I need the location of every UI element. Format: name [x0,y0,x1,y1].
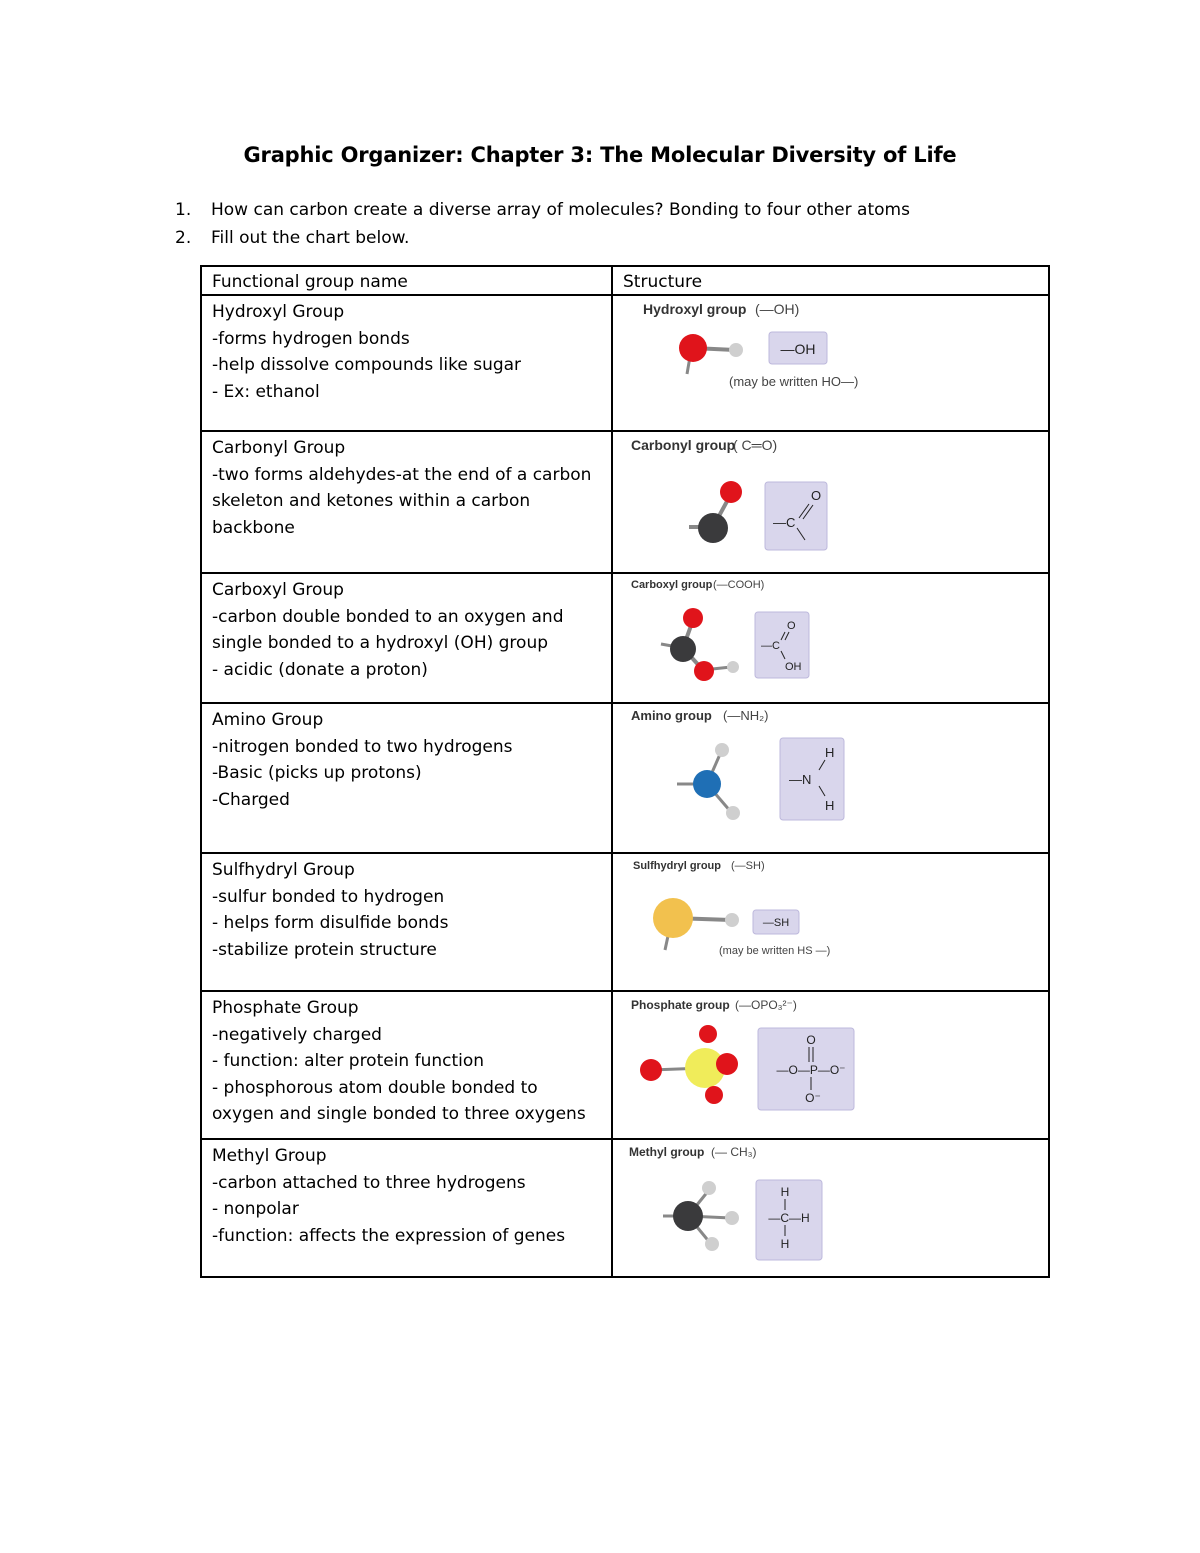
carbonyl-structure-diagram [613,432,1048,568]
group-fact: - nonpolar [212,1199,299,1219]
carboxyl-structure-diagram [613,574,1048,698]
structure-formula: (—NH₂) [723,708,769,723]
hydrogen-atom [725,1211,739,1225]
formula-box-text: H [825,745,835,760]
table-row [201,573,1049,703]
structure-formula: (—SH) [731,860,765,872]
formula-box-text: —SH [762,917,790,929]
group-name: Hydroxyl Group [212,302,345,322]
group-fact: -two forms aldehydes-at the end of a carbon [212,464,592,485]
sulfur-atom [653,898,693,938]
oxygen-atom [705,1086,723,1104]
group-description-cell [201,703,612,853]
question-text: Fill out the chart below. [211,228,410,248]
group-structure-cell [612,295,1049,431]
structure-label: Amino group [631,708,712,723]
carbon-atom [670,636,696,662]
table-row [201,703,1049,853]
group-description-cell [201,573,612,703]
structure-formula: (— CH₃) [711,1145,757,1159]
structure-note: (may be written HS —) [719,945,831,957]
question-number: 2. [175,228,192,248]
formula-box-text: —C—H [768,1211,810,1225]
oxygen-atom [699,1025,717,1043]
group-structure-cell [612,573,1049,703]
group-description-cell [201,295,612,431]
hydrogen-atom [727,661,739,673]
structure-label: Carboxyl group [631,579,713,591]
structure-note: (may be written HO—) [729,374,859,389]
group-structure-cell [612,853,1049,991]
formula-box-text: —N [789,772,812,787]
structure-formula: (—COOH) [713,579,765,591]
methyl-structure-diagram [613,1140,1048,1272]
table-row [201,853,1049,991]
group-fact: backbone [212,517,295,538]
hydrogen-atom [725,913,739,927]
group-structure-cell [612,431,1049,573]
question-text: How can carbon create a diverse array of molecules? Bonding to four other atoms [211,200,910,220]
group-fact: -carbon attached to three hydrogens [212,1172,526,1193]
group-fact: -stabilize protein structure [212,939,437,960]
group-fact: -forms hydrogen bonds [212,328,410,349]
group-fact: - function: alter protein function [212,1051,485,1071]
structure-label: Carbonyl group [631,437,736,453]
group-fact: skeleton and ketones within a carbon [212,491,531,511]
group-fact: -function: affects the expression of genes [212,1225,566,1246]
group-name: Phosphate Group [212,998,359,1018]
group-fact: - helps form disulfide bonds [212,913,449,933]
carbon-atom [698,513,728,543]
oxygen-atom [683,608,703,628]
structure-formula: (—OPO₃²⁻) [735,998,797,1012]
group-fact: -carbon double bonded to an oxygen and [212,606,564,627]
formula-box-text: —C [761,640,780,652]
hydrogen-atom [702,1181,716,1195]
group-fact: -negatively charged [212,1024,382,1045]
structure-label: Sulfhydryl group [633,860,721,872]
group-description-cell [201,853,612,991]
sulfhydryl-structure-diagram [613,854,1048,986]
structure-label: Hydroxyl group [643,301,747,317]
question-2 [175,224,910,252]
nitrogen-atom [693,770,721,798]
group-description-cell [201,1139,612,1277]
page-title: Graphic Organizer: Chapter 3: The Molecular Diversity of Life [243,143,957,167]
table-row [201,1139,1049,1277]
header-name-cell [201,266,612,295]
hydrogen-atom [705,1237,719,1251]
amino-structure-diagram [613,704,1048,848]
structure-formula: ( C═O) [733,437,778,453]
formula-box-text: H [780,1185,790,1199]
group-structure-cell [612,1139,1049,1277]
oxygen-atom [679,334,707,362]
group-structure-cell [612,703,1049,853]
hydrogen-atom [729,343,743,357]
group-name: Sulfhydryl Group [212,860,355,880]
formula-box-text: O [806,1033,816,1047]
table-row [201,991,1049,1139]
header-name: Functional group name [212,272,408,292]
table-row [201,431,1049,573]
formula-box-text: O [811,488,822,503]
formula-box-text: O [787,620,796,632]
phosphate-structure-diagram [613,992,1048,1134]
oxygen-atom [640,1059,662,1081]
group-name: Amino Group [212,710,324,730]
group-fact: -help dissolve compounds like sugar [212,355,522,375]
hydrogen-atom [715,743,729,757]
formula-box-text: OH [785,661,802,673]
group-fact: oxygen and single bonded to three oxygens [212,1104,586,1124]
group-fact: -Charged [212,789,290,810]
formula-box-text: H [825,798,835,813]
group-fact: -sulfur bonded to hydrogen [212,886,445,907]
formula-box-text: O⁻ [805,1091,821,1105]
formula-box-text: H [780,1237,790,1251]
group-structure-cell [612,991,1049,1139]
structure-label: Methyl group [629,1145,705,1159]
oxygen-atom [716,1053,738,1075]
group-name: Carboxyl Group [212,580,344,600]
question-number: 1. [175,200,192,220]
header-structure-cell [612,266,1049,295]
carbon-atom [673,1201,703,1231]
group-description-cell [201,991,612,1139]
question-1 [175,196,910,224]
group-name: Carbonyl Group [212,438,346,458]
question-list [175,196,910,252]
group-name: Methyl Group [212,1146,327,1166]
header-structure: Structure [623,272,703,292]
hydrogen-atom [726,806,740,820]
table-header-row [201,266,1049,295]
oxygen-atom [720,481,742,503]
group-fact: -Basic (picks up protons) [212,763,422,783]
group-description-cell [201,431,612,573]
group-fact: - acidic (donate a proton) [212,659,428,680]
table-row [201,295,1049,431]
oxygen-atom [694,661,714,681]
group-fact: single bonded to a hydroxyl (OH) group [212,633,549,653]
structure-label: Phosphate group [631,998,730,1012]
hydroxyl-structure-diagram [613,296,1048,426]
structure-formula: (—OH) [755,301,800,317]
group-fact: - phosphorous atom double bonded to [212,1077,538,1098]
formula-box-text: —O—P—O⁻ [776,1063,846,1077]
formula-box-text: —OH [780,341,816,357]
functional-group-table [200,265,1050,1278]
group-fact: -nitrogen bonded to two hydrogens [212,736,513,757]
group-fact: - Ex: ethanol [212,381,320,402]
formula-box-text: —C [773,515,796,530]
